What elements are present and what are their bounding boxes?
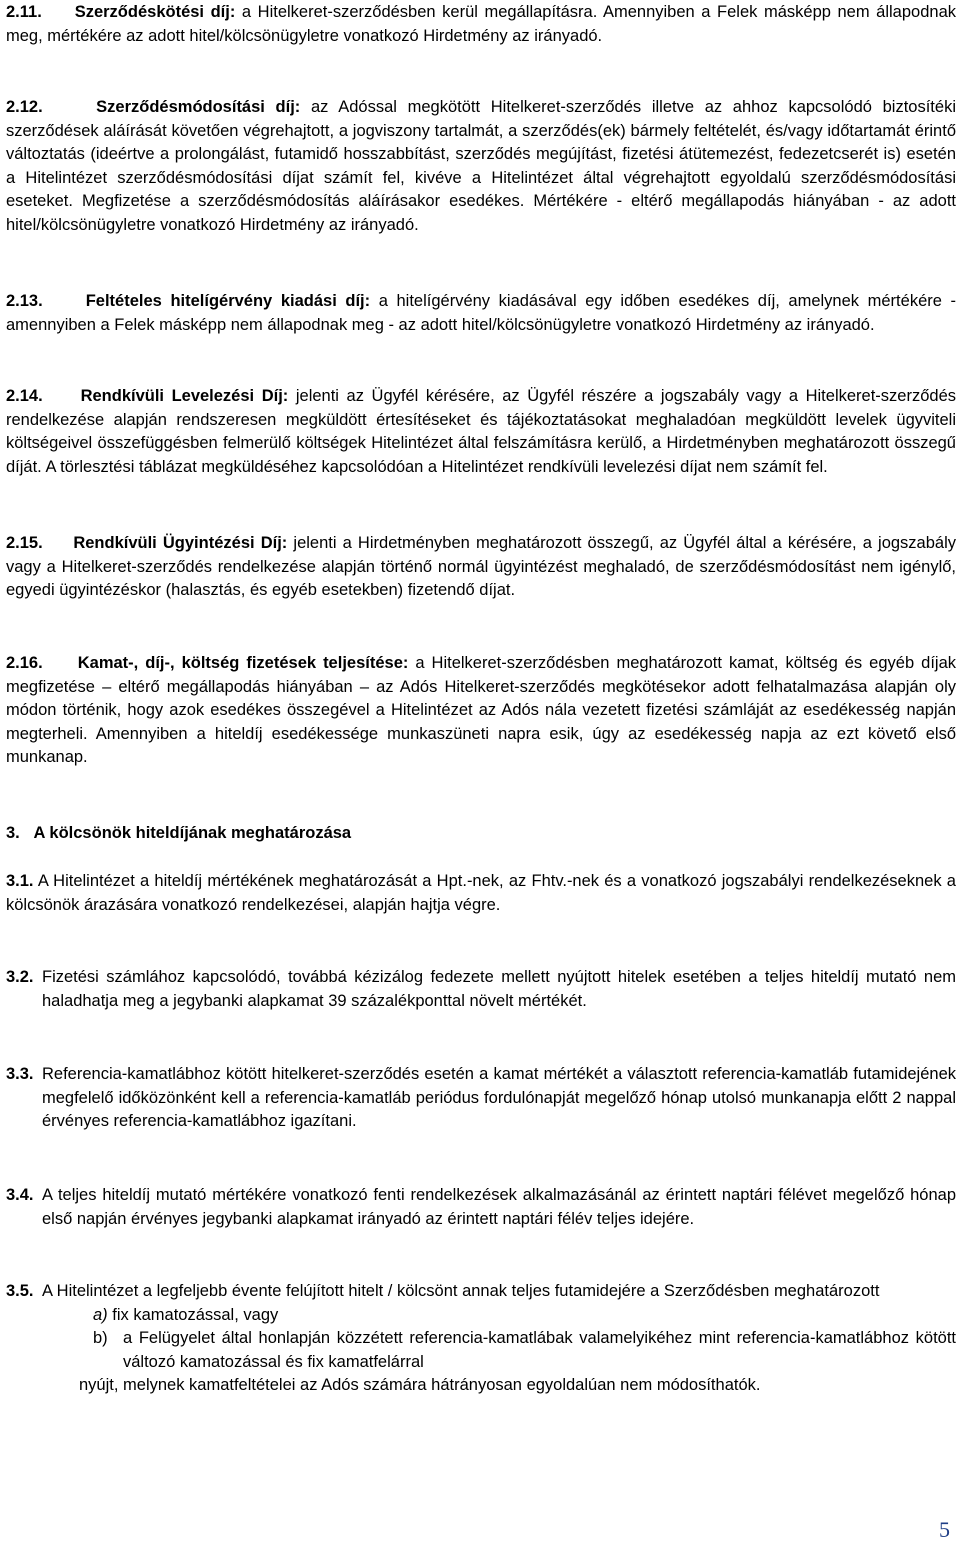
section-number: 2.16. [6,654,43,672]
section-2-16 [6,652,956,770]
section-closing: nyújt, melynek kamatfeltételei az Adós számára hátrányosan egyoldalúan nem módosíthatók. [79,1376,761,1394]
section-number: 3.5. [6,1282,34,1300]
section-text: a hitelígérvény kiadásával egy időben esedékes díj, amelynek mértékére - amennyiben a Felek másképp nem állapodnak meg - az adott hitel/kölcsönügyletre vonatkozó Hirdetmény az irányadó. [6,292,957,334]
heading-title: A kölcsönök hiteldíjának meghatározása [33,824,352,842]
section-text: A Hitelintézet a hiteldíj mértékének meghatározását a Hpt.-nek, az Fhtv.-nek és a vonatkozó jogszabályi rendelkezéseknek a kölcsönök árazására vonatkozó rendelkezései, alapján hajtja végre. [6,872,956,914]
section-number: 2.13. [6,292,43,310]
section-term: Rendkívüli Ügyintézési Díj: [73,534,288,552]
section-3-2 [6,966,956,1013]
section-number: 2.15. [6,534,43,552]
section-term: Szerződésmódosítási díj: [96,98,301,116]
section-3-1 [6,870,956,917]
section-3-5 [6,1280,956,1398]
section-term: Feltételes hitelígérvény kiadási díj: [85,292,371,310]
list-label: b) [93,1329,108,1347]
section-text: a Hitelkeret-szerződésben kerül megállapításra. Amennyiben a Felek másképp nem állapodnak meg, mértékére az adott hitel/kölcsönügyletre vonatkozó Hirdetmény az irányadó. [6,3,956,45]
section-text: jelenti a Hirdetményben meghatározott összegű, az Ügyfél által a kérésére, a jogszabály vagy a Hitelkeret-szerződés rendelkezése alapján történő normál ügyintézést meghaladó, de szerződésmódosítást nem igénylő, egyedi ügyintézéskor (halasztás, és egyéb esetekben) fizetendő díjat. [6,534,957,599]
section-3-3 [6,1063,956,1134]
section-number: 2.14. [6,387,43,405]
section-number: 3.2. [6,968,34,986]
section-number: 3.1. [6,872,34,890]
section-term: Szerződéskötési díj: [74,3,236,21]
section-text: A Hitelintézet a legfeljebb évente felújított hitelt / kölcsönt annak teljes futamidejére a Szerződésben meghatározott [42,1282,880,1300]
list-text: fix kamatozással, vagy [107,1305,279,1324]
section-text: A teljes hiteldíj mutató mértékére vonatkozó fenti rendelkezések alkalmazásánál az érintett naptári félévet megelőző hónap első napján érvényes jegybanki alapkamat irányadó az érintett naptári félév teljes idejére. [42,1186,956,1228]
section-number: 2.12. [6,98,43,116]
section-2-13 [6,290,956,337]
section-number: 3.3. [6,1065,34,1083]
section-2-11 [6,1,956,48]
list-item-b [93,1327,956,1374]
section-text: jelenti az Ügyfél kérésére, az Ügyfél részére a jogszabály vagy a Hitelkeret-szerződés rendelkezése alapján rendszeresen megküldött értesítéseket és tájékoztatásokat meghaladóan megküldött levelek ügyviteli költségeivel összefüggésben felmerülő költségek Hitelintézet által felszámításra kerülő, a Hirdetményben meghatározott összegű díját. A törlesztési táblázat megküldéséhez kapcsolódóan a Hitelintézet rendkívüli levelezési díjat nem számít fel. [6,387,956,476]
section-3-4 [6,1184,956,1231]
section-3-5-intro [6,1280,956,1304]
section-term: Rendkívüli Levelezési Díj: [80,387,289,405]
section-3-heading [6,822,956,846]
section-number: 3.4. [6,1186,34,1204]
section-text: Referencia-kamatlábhoz kötött hitelkeret-szerződés esetén a kamat mértékét a választott referencia-kamatláb futamidejének megfelelő időközönként kell a referencia-kamatláb periódus fordulónapját megelőző hónap utolsó munkanapja előtt 2 nappal érvényes referencia-kamatlábhoz igazítani. [42,1065,956,1130]
section-term: Kamat-, díj-, költség fizetések teljesítése: [77,654,409,672]
section-2-12 [6,96,956,237]
section-number: 2.11. [6,3,42,21]
section-text: az Adóssal megkötött Hitelkeret-szerződés illetve az ahhoz kapcsolódó biztosítéki szerződések aláírását követően végrehajtott, a jogviszony tartalmát, a szerződés(ek) bármely feltételét, és/vagy időtartamát érintő változtatás (ideértve a prolongálást, futamidő hosszabbítást, szerződés megújítást, fizetési átütemezést, fedezetcserét is) esetén a Hitelintézet szerződésmódosítási díjat számít fel, kivéve a Hitelintézet által végrehajtott egyoldalú szerződésmódosítási eseteket. Megfizetése a szerződésmódosítás aláírásakor esedékes. Mértékére - eltérő megállapodás hiányában - az adott hitel/kölcsönügyletre vonatkozó Hirdetmény az irányadó. [6,98,956,234]
page-number: 5 [939,1517,950,1542]
section-text: a Hitelkeret-szerződésben meghatározott kamat, költség és egyéb díjak megfizetése – eltérő megállapodás hiányában – az Adós Hitelkeret-szerződés megkötésekor adott felhatalmazása alapján oly módon történik, hogy azok esedékes összegével a Hitelintézet az Adós nála vezetett fizetési számláját az esedékesség napján megterheli. Amennyiben a hiteldíj esedékessége munkaszüneti napra esik, úgy az esedékesség napja az ezt követő első munkanap. [6,654,956,766]
section-2-14 [6,385,956,479]
heading-number: 3. [6,824,20,842]
list-text: a Felügyelet által honlapján közzétett referencia-kamatlábak valamelyikéhez mint referencia-kamatlábhoz kötött változó kamatozással és fix kamatfelárral [123,1329,956,1371]
list-item-a [93,1304,956,1328]
section-text: Fizetési számlához kapcsolódó, továbbá kézizálog fedezete mellett nyújtott hitelek esetében a teljes hiteldíj mutató nem haladhatja meg a jegybanki alapkamat 39 százalékponttal növelt mértékét. [42,968,956,1010]
list-label: a) [93,1305,108,1324]
section-2-15 [6,532,956,603]
